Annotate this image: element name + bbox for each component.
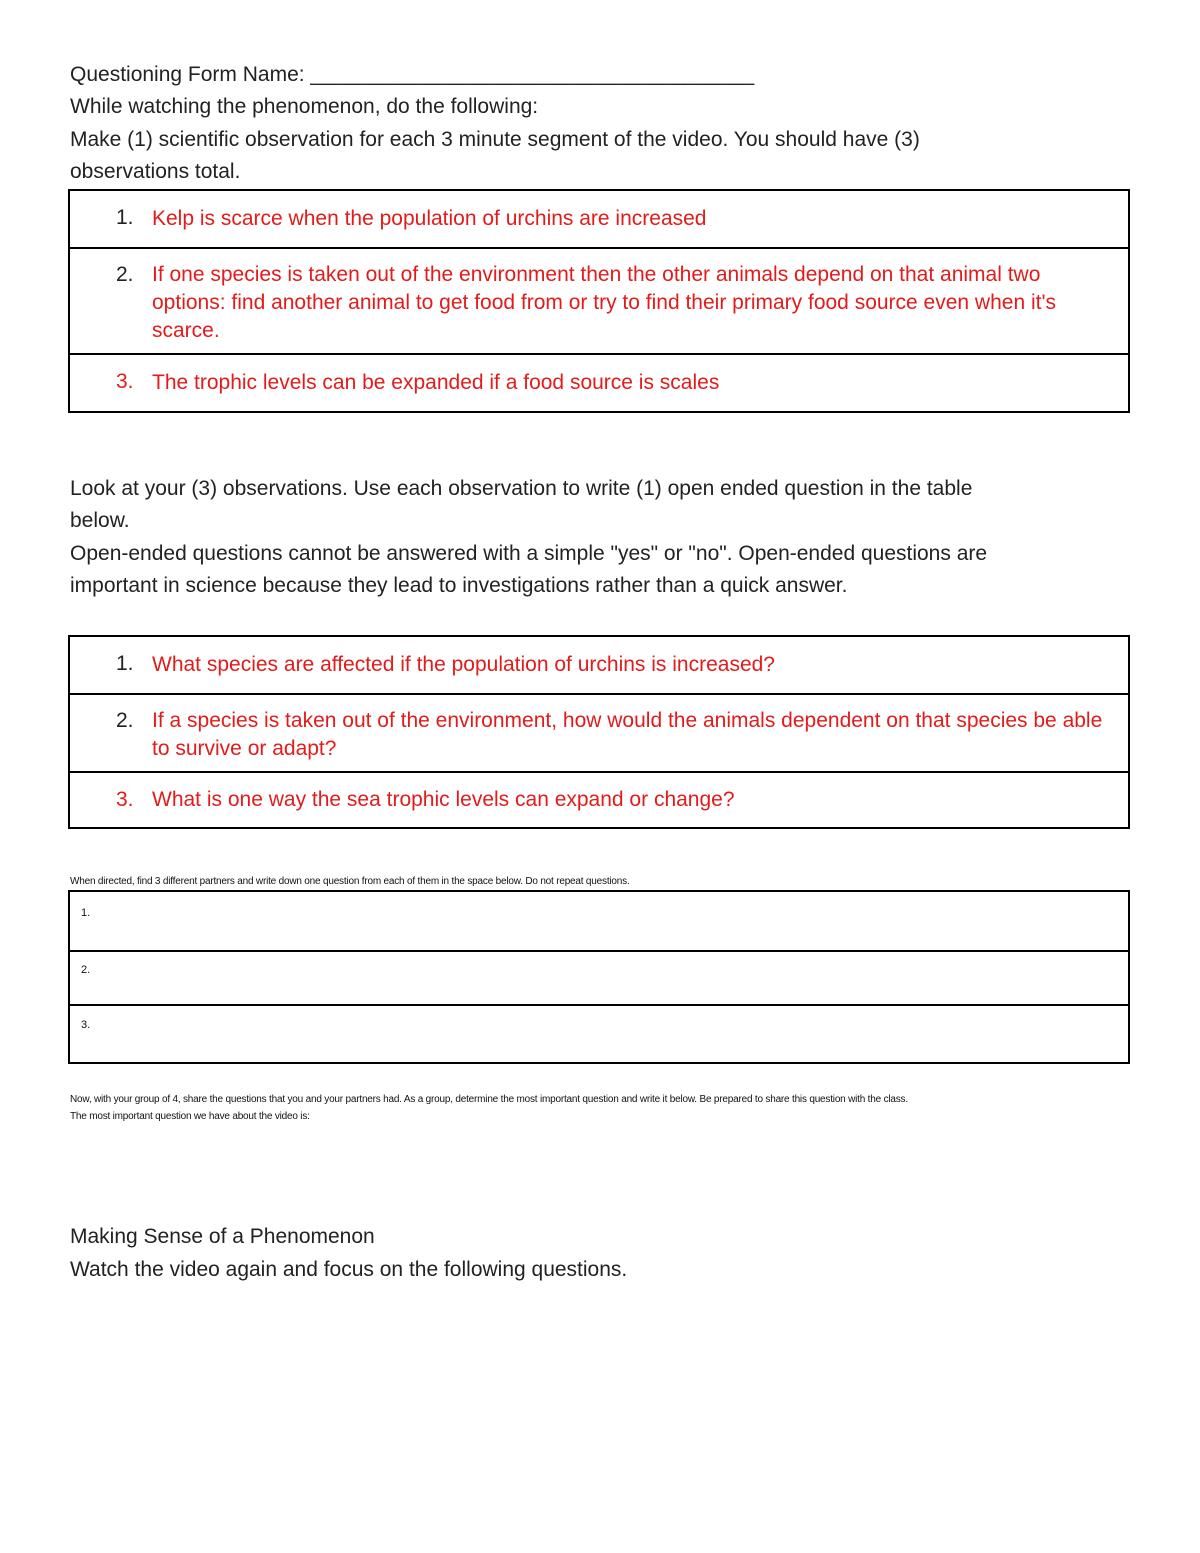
observation-number: 2. — [116, 263, 134, 286]
open-ended-explanation: Open-ended questions cannot be answered with a simple "yes" or "no". Open-ended questions are — [70, 542, 988, 565]
question-instruction-cont: below. — [70, 509, 130, 532]
form-title: Questioning Form Name: ______________________________________ — [70, 63, 755, 86]
question-instruction: Look at your (3) observations. Use each observation to write (1) open ended question in the table — [70, 477, 973, 500]
instruction-observe: Make (1) scientific observation for each 3 minute segment of the video. You should have (3) — [70, 128, 920, 151]
observation-text: The trophic levels can be expanded if a food source is scales — [152, 371, 720, 394]
question-row[interactable] — [70, 693, 1128, 771]
instruction-watch: While watching the phenomenon, do the following: — [70, 95, 539, 118]
section-instruction: Watch the video again and focus on the following questions. — [70, 1258, 628, 1281]
question-row[interactable] — [70, 771, 1128, 827]
partners-instruction: When directed, find 3 different partners and write down one question from each of them in the space below. Do not repeat questions. — [70, 876, 630, 887]
partner-question-number: 1. — [81, 907, 91, 919]
partners-table — [68, 890, 1130, 1064]
question-number: 1. — [116, 652, 134, 675]
questions-table — [68, 635, 1130, 829]
section-title: Making Sense of a Phenomenon — [70, 1225, 375, 1248]
open-ended-explanation-cont: important in science because they lead to investigations rather than a quick answer. — [70, 574, 848, 597]
partner-question-number: 3. — [81, 1019, 91, 1031]
group-instruction: Now, with your group of 4, share the questions that you and your partners had. As a group, determine the most important question and write it below. Be prepared to share this question with the class. — [70, 1094, 908, 1105]
observation-text: If one species is taken out of the environment then the other animals depend on that animal two options: find another animal to get food from or try to find their primary food source even when it's scarce. — [152, 263, 1056, 342]
important-question-prompt: The most important question we have about the video is: — [70, 1111, 310, 1122]
observation-row[interactable] — [70, 247, 1128, 353]
question-text: What species are affected if the population of urchins is increased? — [152, 653, 775, 676]
question-number: 2. — [116, 709, 134, 732]
observation-number: 1. — [116, 206, 134, 229]
question-text: If a species is taken out of the environment, how would the animals dependent on that species be able to survive or adapt? — [152, 709, 1103, 760]
question-number: 3. — [116, 788, 134, 811]
instruction-observe-cont: observations total. — [70, 160, 241, 183]
partner-question-number: 2. — [81, 964, 91, 976]
observation-text: Kelp is scarce when the population of urchins are increased — [152, 207, 707, 230]
question-text: What is one way the sea trophic levels can expand or change? — [152, 788, 735, 811]
observation-row[interactable] — [70, 191, 1128, 247]
partner-question-row[interactable] — [70, 892, 1128, 950]
question-row[interactable] — [70, 637, 1128, 693]
partner-question-row[interactable] — [70, 950, 1128, 1004]
partner-question-row[interactable] — [70, 1004, 1128, 1062]
observation-row[interactable] — [70, 353, 1128, 411]
observation-number: 3. — [116, 370, 134, 393]
observations-table — [68, 189, 1130, 413]
